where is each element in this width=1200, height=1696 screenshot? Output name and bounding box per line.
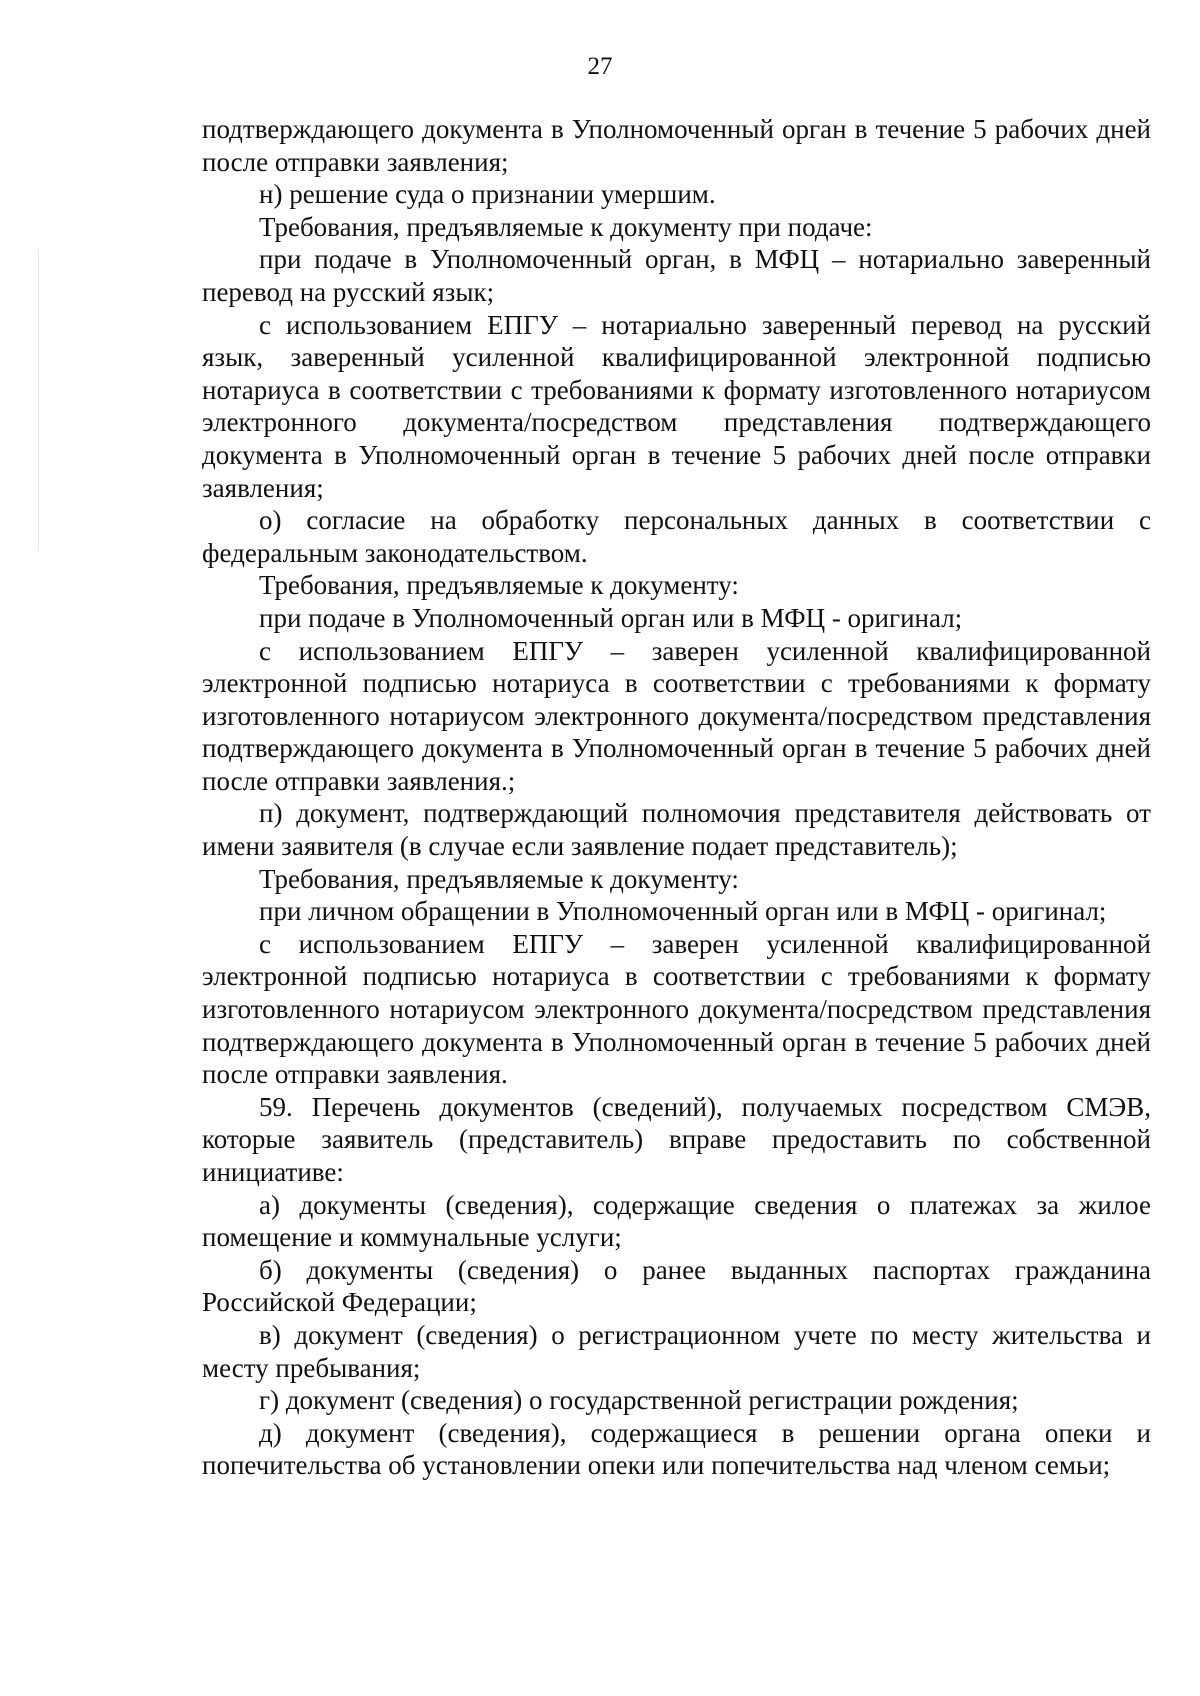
paragraph: а) документы (сведения), содержащие сведения о платежах за жилое помещение и коммунальные услуги;: [202, 1189, 1151, 1253]
paragraph: п) документ, подтверждающий полномочия представителя действовать от имени заявителя (в случае если заявление подает представитель);: [202, 798, 1151, 862]
paragraph: с использованием ЕПГУ – заверен усиленной квалифицированной электронной подписью нотариуса в соответствии с требованиями к формату изготовленного нотариусом электронного документа/посредством представления подтверждающего документа в Уполномоченный орган в течение 5 рабочих дней после отправки заявления.;: [202, 635, 1151, 796]
paragraph: Требования, предъявляемые к документу при подаче:: [259, 211, 873, 242]
paragraph: г) документ (сведения) о государственной регистрации рождения;: [259, 1385, 1019, 1416]
paragraph: с использованием ЕПГУ – нотариально заверенный перевод на русский язык, заверенный усиленной квалифицированной электронной подписью нотариуса в соответствии с требованиями к формату изготовленного нотариусом электронного документа/посредством представления подтверждающего документа в Уполномоченный орган в течение 5 рабочих дней после отправки заявления;: [202, 309, 1151, 503]
page-number: 27: [587, 53, 613, 80]
paragraph: н) решение суда о признании умершим.: [259, 179, 716, 210]
paragraph: подтверждающего документа в Уполномоченный орган в течение 5 рабочих дней после отправки заявления;: [202, 114, 1151, 177]
document-body: [202, 113, 1151, 1482]
paragraph: при подаче в Уполномоченный орган, в МФЦ – нотариально заверенный перевод на русский язык;: [202, 244, 1151, 307]
paragraph: Требования, предъявляемые к документу:: [259, 570, 739, 601]
paragraph: Требования, предъявляемые к документу:: [259, 863, 739, 894]
paragraph: о) согласие на обработку персональных данных в соответствии с федеральным законодательством.: [202, 505, 1151, 568]
paragraph: в) документ (сведения) о регистрационном учете по месту жительства и месту пребывания;: [202, 1319, 1151, 1383]
paragraph: при подаче в Уполномоченный орган или в МФЦ - оригинал;: [259, 602, 963, 633]
paragraph: д) документ (сведения), содержащиеся в решении органа опеки и попечительства об установлении опеки или попечительства над членом семьи;: [202, 1417, 1151, 1481]
scan-artifact: [38, 250, 39, 550]
paragraph: при личном обращении в Уполномоченный орган или в МФЦ - оригинал;: [259, 896, 1107, 927]
paragraph: б) документы (сведения) о ранее выданных паспортах гражданина Российской Федерации;: [202, 1254, 1151, 1318]
paragraph: с использованием ЕПГУ – заверен усиленной квалифицированной электронной подписью нотариуса в соответствии с требованиями к формату изготовленного нотариусом электронного документа/посредством представления подтверждающего документа в Уполномоченный орган в течение 5 рабочих дней после отправки заявления.: [202, 928, 1151, 1090]
paragraph: 59. Перечень документов (сведений), получаемых посредством СМЭВ, которые заявитель (представитель) вправе предоставить по собственной инициативе:: [202, 1091, 1151, 1187]
